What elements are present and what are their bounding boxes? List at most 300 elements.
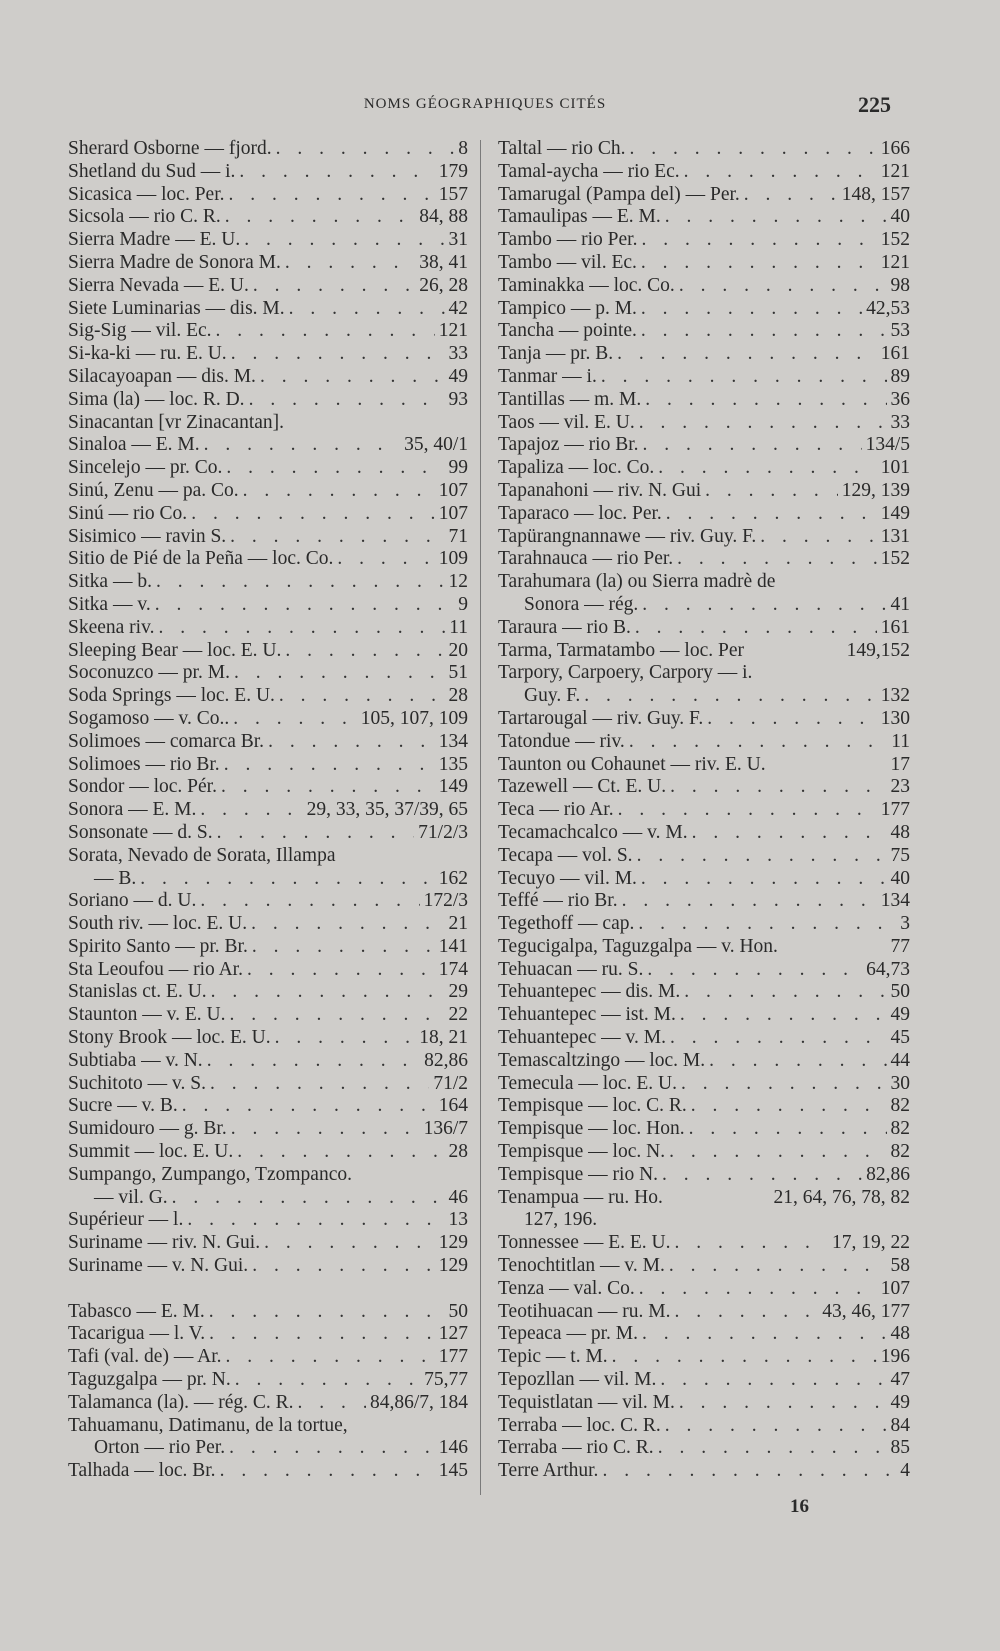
index-entry [68, 571, 468, 594]
entry-name: Sierra Nevada — E. U. [68, 274, 249, 296]
page-reference: 42,53 [866, 297, 910, 319]
column-divider [480, 140, 481, 1495]
index-entry [68, 1255, 468, 1278]
page-reference: 22 [448, 1004, 468, 1026]
index-entry [68, 1346, 468, 1369]
dot-leader [641, 320, 887, 343]
entry-name: Tamaulipas — E. M. [498, 206, 661, 228]
page-reference: 84 [890, 1414, 910, 1436]
page-reference: 107 [438, 479, 468, 501]
entry-name: Silacayoapan — dis. M. [68, 365, 256, 387]
index-entry [498, 754, 910, 777]
index-entry [498, 503, 910, 526]
entry-name: Tamarugal (Pampa del) — Per. [498, 183, 740, 205]
index-entry [498, 571, 910, 594]
index-entry [68, 890, 468, 913]
index-entry [68, 206, 468, 229]
entry-name: Teffé — rio Br. [498, 890, 618, 912]
entry-name: Subtiaba — v. N. [68, 1049, 203, 1071]
entry-name: Tacarigua — l. V. [68, 1323, 206, 1345]
dot-leader [639, 412, 887, 435]
dot-leader [191, 503, 435, 526]
dot-leader [226, 1346, 435, 1369]
dot-leader [638, 913, 896, 936]
dot-leader [216, 320, 435, 343]
index-entry [498, 1187, 910, 1210]
entry-name: Sondor — loc. Pér. [68, 776, 217, 798]
index-entry [498, 1118, 910, 1141]
entry-name: Tonnessee — E. E. U. [498, 1232, 671, 1254]
index-entry [498, 776, 910, 799]
dot-leader [618, 799, 877, 822]
dot-leader [207, 1050, 420, 1073]
dot-leader [224, 754, 435, 777]
dot-leader [155, 594, 455, 617]
page-reference: 13 [448, 1209, 468, 1231]
index-entry [68, 1027, 468, 1050]
dot-leader [252, 1255, 435, 1278]
index-entry [68, 275, 468, 298]
index-entry [68, 1141, 468, 1164]
dot-leader [209, 1323, 435, 1346]
dot-leader [679, 275, 887, 298]
entry-name: Stanislas ct. E. U. [68, 981, 207, 1003]
entry-name: Tarpory, Carpoery, Carpory — i. [498, 662, 753, 684]
dot-leader [665, 1415, 887, 1438]
index-entry [498, 184, 910, 207]
dot-leader [285, 252, 415, 275]
page-reference: 162 [438, 867, 468, 889]
page-reference: 107 [880, 1277, 910, 1299]
entry-name: Tecapa — vol. S. [498, 844, 633, 866]
entry-name: Suriname — v. N. Gui. [68, 1255, 249, 1277]
dot-leader [684, 981, 886, 1004]
dot-leader [691, 1095, 887, 1118]
index-entry [498, 1209, 910, 1232]
dot-leader [239, 161, 434, 184]
dot-leader [658, 457, 877, 480]
page-reference: 149 [880, 502, 910, 524]
entry-name: Temascaltzingo — loc. M. [498, 1049, 706, 1071]
dot-leader [641, 252, 877, 275]
page-reference: 40 [890, 867, 910, 889]
page-reference: 20 [448, 639, 468, 661]
page-reference: 148, 157 [841, 183, 910, 205]
index-entry [498, 1392, 910, 1415]
entry-name: Tempisque — rio N. [498, 1163, 659, 1185]
index-entry [68, 343, 468, 366]
entry-name: Tempisque — loc. Hon. [498, 1118, 685, 1140]
page-reference: 11 [891, 730, 910, 752]
page-reference: 33 [448, 343, 468, 365]
index-entry [68, 1187, 468, 1210]
dot-leader [237, 1141, 444, 1164]
entry-name: Tehuantepec — dis. M. [498, 981, 681, 1003]
dot-leader [187, 1209, 444, 1232]
index-entry [498, 1073, 910, 1096]
dot-leader [639, 1278, 877, 1301]
page-reference: 26, 28 [419, 274, 468, 296]
page-reference: 41 [890, 593, 910, 615]
index-entry [498, 138, 910, 161]
index-entry [68, 389, 468, 412]
index-entry [68, 936, 468, 959]
entry-name: Taos — vil. E. U. [498, 411, 635, 433]
entry-name: Sherard Osborne — fjord. [68, 138, 272, 159]
page-reference: 35, 40/1 [404, 434, 468, 456]
entry-name: Tegucigalpa, Taguzgalpa — v. Hon. [498, 935, 778, 957]
entry-name: South riv. — loc. E. U. [68, 913, 248, 935]
page-reference: 36 [890, 388, 910, 410]
entry-name: Taguzgalpa — pr. N. [68, 1369, 231, 1391]
entry-name: Soda Springs — loc. E. U. [68, 685, 275, 707]
entry-name: Sonsonate — d. S. [68, 821, 213, 843]
entry-name: Tapaliza — loc. Co. [498, 457, 655, 479]
page-reference: 17 [890, 753, 910, 775]
index-entry [68, 526, 468, 549]
page-reference: 51 [448, 662, 468, 684]
page-reference: 48 [890, 1323, 910, 1345]
dot-leader [707, 708, 877, 731]
dot-leader [645, 389, 886, 412]
dot-leader [665, 206, 887, 229]
entry-name: Tamal-aycha — rio Ec. [498, 160, 680, 182]
dot-leader [612, 1346, 877, 1369]
page-reference: 28 [448, 685, 468, 707]
entry-name: Sleeping Bear — loc. E. U. [68, 639, 282, 661]
dot-leader [226, 457, 444, 480]
page-reference: 196 [880, 1346, 910, 1368]
entry-name: Suriname — riv. N. Gui. [68, 1232, 261, 1254]
index-entry [498, 1437, 910, 1460]
dot-leader [210, 1073, 429, 1096]
page-reference: 136/7 [423, 1118, 468, 1140]
dot-leader [247, 959, 435, 982]
dot-leader [647, 959, 862, 982]
dot-leader [709, 1050, 886, 1073]
index-entry [68, 913, 468, 936]
page-reference: 77 [890, 935, 910, 957]
entry-name: Tarma, Tarmatambo — loc. Per [498, 639, 744, 661]
index-entry [68, 412, 468, 435]
page-reference: 134 [438, 730, 468, 752]
entry-name: — B. [94, 867, 137, 889]
page-reference: 146 [438, 1437, 468, 1459]
page-reference: 8 [458, 138, 468, 159]
page-reference: 121 [880, 251, 910, 273]
entry-name: Sta Leoufou — rio Ar. [68, 958, 243, 980]
index-entry [68, 845, 468, 868]
index-entry [498, 1004, 910, 1027]
index-entry [498, 822, 910, 845]
page-reference: 174 [438, 958, 468, 980]
index-entry [68, 1118, 468, 1141]
entry-name: Sitka — v. [68, 593, 151, 615]
page-reference: 82 [890, 1118, 910, 1140]
index-entry [498, 1323, 910, 1346]
page-reference: 177 [438, 1346, 468, 1368]
page-reference: 47 [890, 1369, 910, 1391]
entry-name: Tampico — p. M. [498, 297, 637, 319]
index-entry [498, 1460, 910, 1483]
page-reference: 4 [900, 1460, 910, 1482]
dot-leader [252, 936, 435, 959]
dot-leader [642, 1323, 887, 1346]
index-entry [68, 1301, 468, 1324]
index-entry [498, 936, 910, 959]
dot-leader [234, 662, 445, 685]
entry-name: Tegethoff — cap. [498, 913, 635, 935]
index-entry [498, 366, 910, 389]
index-entry [498, 981, 910, 1004]
page-reference: 21, 64, 76, 78, 82 [773, 1186, 910, 1208]
index-entry [68, 1392, 468, 1415]
page-reference: 105, 107, 109 [360, 707, 468, 729]
entry-name: Teotihuacan — ru. M. [498, 1300, 671, 1322]
page-reference: 135 [438, 753, 468, 775]
dot-leader [225, 206, 415, 229]
index-entry [68, 1004, 468, 1027]
entry-name: Tafi (val. de) — Ar. [68, 1346, 222, 1368]
page-reference: 134 [880, 890, 910, 912]
index-entry [68, 298, 468, 321]
index-entry [68, 1209, 468, 1232]
entry-name: Taunton ou Cohaunet — riv. E. U. [498, 753, 766, 775]
dot-leader [669, 1255, 887, 1278]
dot-leader [674, 1301, 818, 1324]
dot-leader [635, 617, 877, 640]
index-entry [498, 731, 910, 754]
page-reference: 3 [900, 913, 910, 935]
dot-leader [584, 685, 877, 708]
index-entry [498, 1095, 910, 1118]
entry-name: Tecamachcalco — v. M. [498, 821, 688, 843]
page-reference: 82,86 [866, 1163, 910, 1185]
dot-leader [249, 389, 445, 412]
index-entry [498, 913, 910, 936]
entry-name: Sitka — b. [68, 571, 152, 593]
entry-name: Tenochtitlan — v. M. [498, 1255, 665, 1277]
index-entry [498, 959, 910, 982]
page-reference: 131 [880, 525, 910, 547]
entry-name: Sorata, Nevado de Sorata, Illampa [68, 844, 336, 866]
dot-leader [617, 343, 877, 366]
index-entry [68, 434, 468, 457]
entry-name: Sonora — E. M. [68, 799, 197, 821]
page-reference: 50 [448, 1300, 468, 1322]
entry-name: Tantillas — m. M. [498, 388, 642, 410]
dot-leader [285, 640, 444, 663]
index-entry [68, 981, 468, 1004]
entry-name: Tecuyo — vil. M. [498, 867, 637, 889]
index-entry [68, 959, 468, 982]
entry-name: Tabasco — E. M. [68, 1300, 205, 1322]
index-entry [498, 275, 910, 298]
entry-name: Summit — loc. E. U. [68, 1141, 234, 1163]
dot-leader [689, 1118, 887, 1141]
index-entry [498, 526, 910, 549]
dot-leader [643, 434, 862, 457]
running-header: NOMS GÉOGRAPHIQUES CITÉS [363, 96, 607, 112]
page-reference: 121 [880, 160, 910, 182]
entry-name: Soriano — d. U. [68, 890, 197, 912]
index-entry [68, 799, 468, 822]
index-entry [498, 1232, 910, 1255]
page-reference: 18, 21 [419, 1027, 468, 1049]
page-reference: 84,86/7, 184 [369, 1391, 468, 1413]
dot-leader [260, 366, 445, 389]
entry-name: Sisimico — ravin S. [68, 525, 227, 547]
dot-leader [658, 1437, 887, 1460]
dot-leader [200, 890, 419, 913]
index-entry [68, 252, 468, 275]
page-reference: 71/2 [433, 1072, 468, 1094]
index-entry [498, 1141, 910, 1164]
entry-name: Tehuantepec — ist. M. [498, 1004, 676, 1026]
page-reference: 28 [448, 1141, 468, 1163]
index-entry [68, 1323, 468, 1346]
page-reference: 145 [438, 1460, 468, 1482]
dot-leader [268, 731, 435, 754]
index-entry [498, 548, 910, 571]
dot-leader [251, 913, 444, 936]
entry-name: Taraura — rio B. [498, 616, 631, 638]
index-column-left [68, 138, 468, 1483]
entry-name: Tarahnauca — rio Per. [498, 548, 674, 570]
page-reference: 71/2/3 [418, 821, 468, 843]
entry-name: Si-ka-ki — ru. E. U. [68, 343, 227, 365]
entry-name: Suchitoto — v. S. [68, 1072, 206, 1094]
dot-leader [172, 1187, 445, 1210]
index-entry [68, 1073, 468, 1096]
page-reference: 43, 46, 177 [822, 1300, 910, 1322]
index-entry [498, 868, 910, 891]
dot-leader [275, 1027, 416, 1050]
dot-leader [276, 138, 455, 161]
dot-leader [182, 1095, 435, 1118]
dot-leader [211, 981, 445, 1004]
entry-name: Tancha — pointe. [498, 320, 637, 342]
page-reference: 48 [890, 821, 910, 843]
dot-leader [253, 275, 415, 298]
index-entry [498, 594, 910, 617]
dot-leader [204, 434, 400, 457]
dot-leader [601, 366, 887, 389]
page-reference: 129 [438, 1255, 468, 1277]
page-reference: 30 [890, 1072, 910, 1094]
entry-name: Tapajoz — rio Br. [498, 434, 639, 456]
index-entry [68, 457, 468, 480]
dot-leader [637, 845, 887, 868]
index-entry [68, 503, 468, 526]
page-reference: 45 [890, 1027, 910, 1049]
page-reference: 9 [458, 593, 468, 615]
entry-name: Tempisque — loc. N. [498, 1141, 666, 1163]
dot-leader [705, 480, 838, 503]
index-entry [498, 1415, 910, 1438]
page-reference: 82,86 [424, 1049, 468, 1071]
page-reference: 29 [448, 981, 468, 1003]
page-reference: 40 [890, 206, 910, 228]
entry-name: Tempisque — loc. C. R. [498, 1095, 687, 1117]
index-entry [68, 1415, 468, 1438]
index-entry [498, 434, 910, 457]
page-reference: 161 [880, 343, 910, 365]
dot-leader [244, 229, 444, 252]
page-reference: 130 [880, 707, 910, 729]
entry-name: Tapürangnannawe — riv. Guy. F. [498, 525, 757, 547]
index-entry [68, 754, 468, 777]
dot-leader [660, 1369, 886, 1392]
page-reference: 85 [890, 1437, 910, 1459]
dot-leader [602, 1460, 896, 1483]
entry-name: Shetland du Sud — i. [68, 160, 236, 182]
dot-leader [243, 480, 435, 503]
entry-name: Taltal — rio Ch. [498, 138, 626, 159]
entry-name: Sucre — v. B. [68, 1095, 178, 1117]
index-entry [68, 229, 468, 252]
page-reference: 93 [448, 388, 468, 410]
index-entry [68, 594, 468, 617]
entry-name: Tazewell — Ct. E. U. [498, 776, 667, 798]
entry-name: Tahuamanu, Datimanu, de la tortue, [68, 1414, 348, 1436]
dot-leader [156, 571, 445, 594]
index-entry [68, 184, 468, 207]
entry-name: Sogamoso — v. Co.. [68, 707, 230, 729]
dot-leader [200, 799, 302, 822]
page-reference: 177 [880, 799, 910, 821]
dot-leader [629, 731, 887, 754]
page-reference: 17, 19, 22 [832, 1232, 910, 1254]
dot-leader [760, 526, 876, 549]
entry-name: Talhada — loc. Br. [68, 1460, 216, 1482]
index-entry [498, 1301, 910, 1324]
entry-name: Tanja — pr. B. [498, 343, 614, 365]
page-reference: 129, 139 [841, 479, 910, 501]
entry-name: Spirito Santo — pr. Br. [68, 935, 248, 957]
entry-name: Terraba — loc. C. R. [498, 1414, 661, 1436]
index-entry [68, 868, 468, 891]
entry-name: Solimoes — rio Br. [68, 753, 220, 775]
dot-leader [744, 184, 838, 207]
dot-leader [681, 1073, 887, 1096]
index-entry [68, 161, 468, 184]
index-entry [68, 548, 468, 571]
page-reference: 152 [880, 229, 910, 251]
entry-name: Tatondue — riv. [498, 730, 625, 752]
index-entry [498, 343, 910, 366]
index-entry [68, 138, 468, 161]
entry-name: Tepeaca — pr. M. [498, 1323, 638, 1345]
entry-name: Terre Arthur. [498, 1460, 599, 1482]
dot-leader [289, 298, 445, 321]
entry-name: Tepic — t. M. [498, 1346, 608, 1368]
entry-name: Temecula — loc. E. U. [498, 1072, 677, 1094]
dot-leader [680, 1004, 887, 1027]
page-reference: 11 [449, 616, 468, 638]
entry-name: Talamanca (la). — rég. C. R. [68, 1391, 294, 1413]
index-entry [498, 799, 910, 822]
dot-leader [233, 708, 357, 731]
entry-name: Tequistlatan — vil. M. [498, 1391, 675, 1413]
index-entry [68, 1164, 468, 1187]
dot-leader [337, 548, 434, 571]
page-reference: 71 [448, 525, 468, 547]
dot-leader [298, 1392, 366, 1415]
index-entry [68, 708, 468, 731]
index-entry [68, 1460, 468, 1483]
index-entry [498, 1346, 910, 1369]
